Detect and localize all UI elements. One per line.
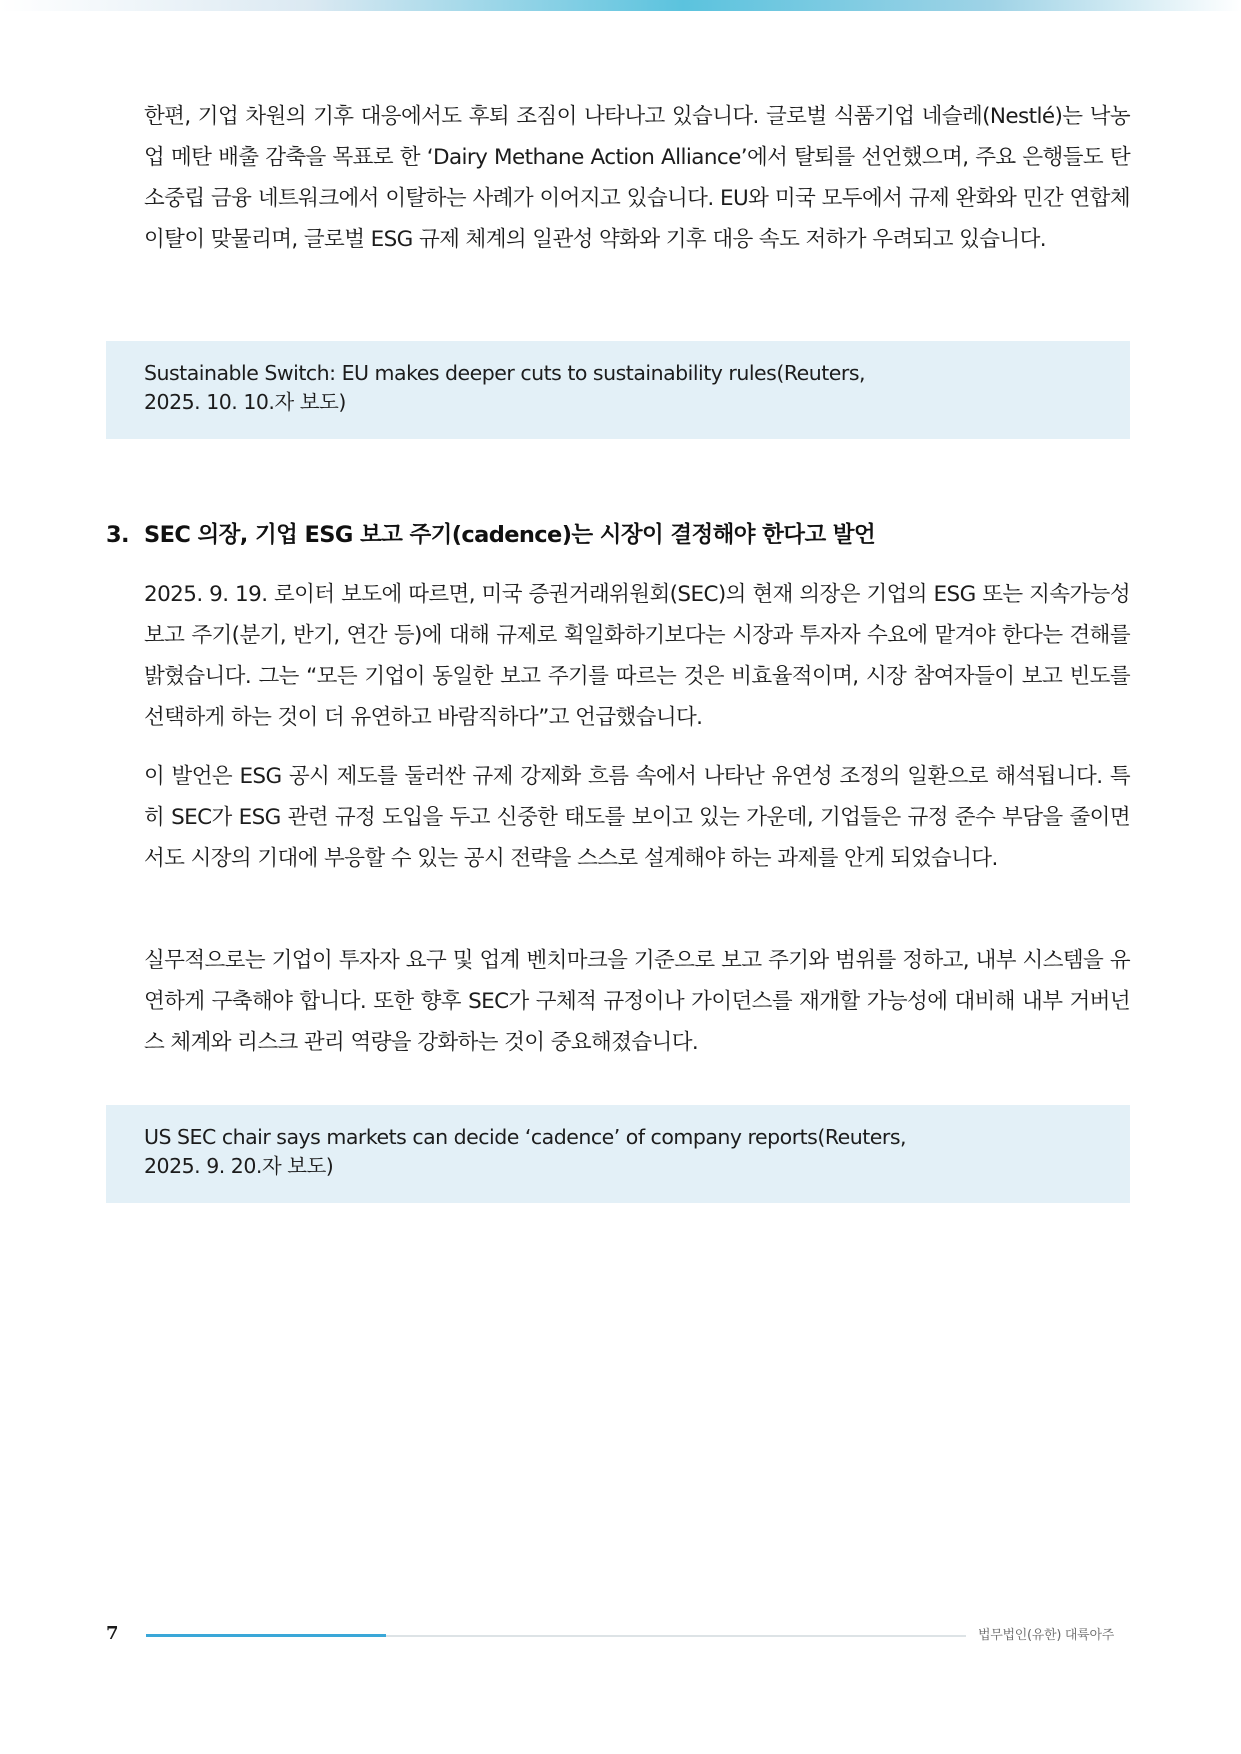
section-3-paragraph-3: 실무적으로는 기업이 투자자 요구 및 업계 벤치마크을 기준으로 보고 주기와 범위를 정하고, 내부 시스템을 유연하게 구축해야 합니다. 또한 향후 SEC가 구체적 규정이나 가이던스를 재개할 가능성에 대비해 내부 거버넌스 체계와 리스크 관리 역량을 강화하는 것이 중요해졌습니다. — [144, 948, 1130, 1055]
section-3-title: SEC 의장, 기업 ESG 보고 주기(cadence)는 시장이 결정해야 한다고 발언 — [144, 522, 876, 548]
reference-1-line-2: 2025. 10. 10.자 보도) — [144, 390, 346, 414]
page-number: 7 — [106, 1623, 119, 1644]
reference-1-line-1: Sustainable Switch: EU makes deeper cuts to sustainability rules(Reuters, — [144, 361, 866, 385]
intro-paragraph: 한편, 기업 차원의 기후 대응에서도 후퇴 조짐이 나타나고 있습니다. 글로벌 식품기업 네슬레(Nestlé)는 낙농업 메탄 배출 감축을 목표로 한 ‘Dairy Methane Action Alliance’에서 탈퇴를 선언했으며, 주요 은행들도 탄소중립 금융 네트워크에서 이탈하는 사례가 이어지고 있습니다. EU와 미국 모두에서 규제 완화와 민간 연합체 이탈이 맞물리며, 글로벌 ESG 규제 체계의 일관성 약화와 기후 대응 속도 저하가 우려되고 있습니다. — [144, 104, 1130, 252]
reference-box-1 — [106, 341, 1130, 439]
footer-divider-accent — [146, 1634, 386, 1637]
reference-2-text — [144, 1123, 1092, 1181]
reference-2-line-1: US SEC chair says markets can decide ‘cadence’ of company reports(Reuters, — [144, 1125, 907, 1149]
section-3-paragraph-1: 2025. 9. 19. 로이터 보도에 따르면, 미국 증권거래위원회(SEC)의 현재 의장은 기업의 ESG 또는 지속가능성 보고 주기(분기, 반기, 연간 등)에 대해 규제로 획일화하기보다는 시장과 투자자 수요에 맡겨야 한다는 견해를 밝혔습니다. 그는 “모든 기업이 동일한 보고 주기를 따르는 것은 비효율적이며, 시장 참여자들이 보고 빈도를 선택하게 하는 것이 더 유연하고 바람직하다”고 언급했습니다. — [144, 582, 1130, 730]
top-decorative-band — [0, 0, 1241, 11]
reference-2-line-2: 2025. 9. 20.자 보도) — [144, 1154, 334, 1178]
footer-firm-name: 법무법인(유한) 대륙아주 — [978, 1628, 1114, 1643]
reference-box-2 — [106, 1105, 1130, 1203]
section-3-number: 3. — [106, 522, 130, 548]
reference-1-text — [144, 359, 1092, 417]
section-3-heading — [106, 520, 1106, 550]
section-3-paragraph-2: 이 발언은 ESG 공시 제도를 둘러싼 규제 강제화 흐름 속에서 나타난 유연성 조정의 일환으로 해석됩니다. 특히 SEC가 ESG 관련 규정 도입을 두고 신중한 태도를 보이고 있는 가운데, 기업들은 규정 준수 부담을 줄이면서도 시장의 기대에 부응할 수 있는 공시 전략을 스스로 설계해야 하는 과제를 안게 되었습니다. — [144, 764, 1130, 871]
